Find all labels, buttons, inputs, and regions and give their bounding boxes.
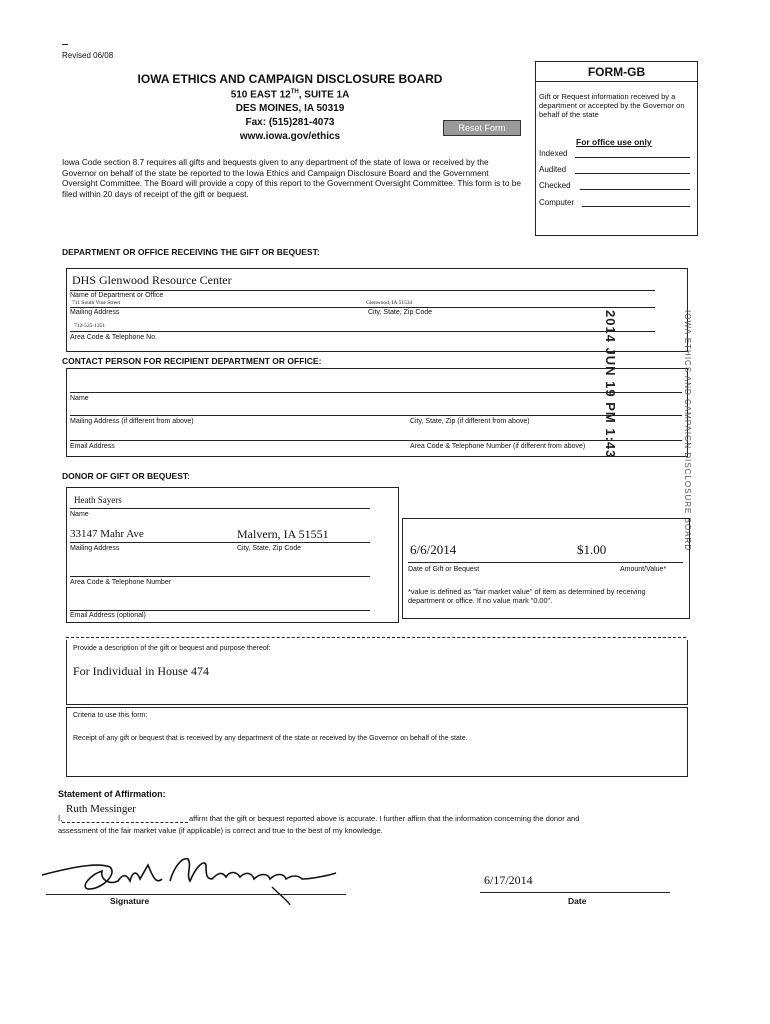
- department-city-value[interactable]: Glenwood, IA 51534: [366, 300, 413, 306]
- department-name-value[interactable]: DHS Glenwood Resource Center: [72, 273, 232, 287]
- donor-name-line: [70, 508, 370, 509]
- form-gb-description: Gift or Request information received by a department or accepted by the Governor on behalf of the state: [539, 92, 685, 119]
- donor-city-label: City, State, Zip Code: [237, 545, 302, 552]
- gift-amount-label: Amount/Value*: [620, 566, 667, 573]
- donor-address-line: [70, 542, 370, 543]
- contact-box: [66, 368, 688, 457]
- donor-email-label: Email Address (optional): [70, 612, 146, 619]
- affirmation-title: Statement of Affirmation:: [58, 789, 166, 799]
- affirmation-text-1: affirm that the gift or bequest reported above is accurate. I further affirm that the information concerning the donor and: [189, 814, 580, 823]
- donor-address-value[interactable]: 33147 Mahr Ave: [70, 528, 144, 540]
- signature-line: [46, 894, 346, 895]
- reset-form-button[interactable]: Reset Form: [443, 120, 521, 136]
- form-gb-title: FORM-GB: [587, 65, 646, 79]
- description-label: Provide a description of the gift or bequest and purpose thereof:: [73, 645, 271, 652]
- donor-name-value[interactable]: Heath Sayers: [74, 495, 122, 505]
- gift-amount-value[interactable]: $1.00: [577, 542, 607, 557]
- department-address-value[interactable]: 711 South Vine Street: [72, 300, 121, 306]
- audited-label: Audited: [539, 165, 567, 174]
- affirmation-date-value[interactable]: 6/17/2014: [484, 873, 533, 887]
- donor-phone-label: Area Code & Telephone Number: [70, 579, 172, 586]
- gift-value-note: *value is defined as "fair market value" of item as determined by receiving department or office. If no value mark "0.00".: [408, 587, 646, 605]
- website: www.iowa.gov/ethics: [239, 131, 341, 142]
- checked-field[interactable]: [580, 189, 690, 190]
- contact-name-line[interactable]: [70, 392, 682, 393]
- contact-section-title: CONTACT PERSON FOR RECIPIENT DEPARTMENT OR OFFICE:: [62, 356, 322, 366]
- contact-email-label: Email Address: [70, 443, 115, 450]
- department-address-label: Mailing Address: [70, 309, 120, 316]
- indexed-label: Indexed: [539, 149, 568, 158]
- contact-address-label: Mailing Address (if different from above): [70, 418, 194, 425]
- department-section-title: DEPARTMENT OR OFFICE RECEIVING THE GIFT OR BEQUEST:: [62, 247, 320, 257]
- department-address-line: [70, 307, 655, 308]
- donor-email-line[interactable]: [70, 610, 370, 611]
- department-name-line: [70, 290, 655, 291]
- department-city-label: City, State, Zip Code: [368, 309, 433, 316]
- description-top-border: [66, 637, 686, 638]
- dash-mark: [62, 44, 68, 45]
- received-stamp-date: 2014 JUN 19 PM 1:43: [603, 310, 618, 459]
- office-use-label: For office use only: [576, 137, 652, 147]
- affirmation-date-line: [480, 892, 670, 893]
- address-line1: 510 EAST 12TH, SUITE 1A: [230, 89, 350, 101]
- form-gb-divider: [535, 81, 697, 82]
- department-name-label: Name of Department or Office: [70, 292, 164, 299]
- revised-date: Revised 06/08: [62, 51, 114, 60]
- description-value[interactable]: For Individual in House 474: [73, 664, 209, 678]
- intro-text: Iowa Code section 8.7 requires all gifts and bequests given to any department of the state of Iowa or received by the Governor on behalf of the state be reported to the Iowa Ethics and Campaign Disclosure Board and the Government Oversight Committee. The Board will provide a copy of this report to the Government Oversight Committee. This form is to be filed within 20 days of receipt of the gift or bequest.: [62, 157, 521, 199]
- signature-label: Signature: [110, 896, 150, 906]
- department-phone-value[interactable]: 712-525-1351: [74, 323, 106, 329]
- department-phone-line: [70, 331, 655, 332]
- department-phone-label: Area Code & Telephone No.: [70, 334, 158, 341]
- address-line2: DES MOINES, IA 50319: [235, 103, 345, 114]
- checked-label: Checked: [539, 181, 571, 190]
- affirmation-prefix: I,: [58, 814, 63, 823]
- affirmation-signer-line: [62, 822, 188, 823]
- gift-date-value[interactable]: 6/6/2014: [410, 542, 457, 557]
- criteria-label: Criteria to use this form:: [73, 712, 148, 719]
- affirmation-signer[interactable]: Ruth Messinger: [66, 803, 136, 815]
- indexed-field[interactable]: [575, 157, 690, 158]
- computer-label: Computer: [539, 198, 575, 207]
- received-stamp-board: IOWA ETHICS AND CAMPAIGN DISCLOSURE BOARD: [683, 310, 692, 552]
- contact-address-line[interactable]: [70, 415, 682, 416]
- signature-image: [40, 845, 340, 905]
- fax-number: Fax: (515)281-4073: [245, 117, 335, 128]
- criteria-text: Receipt of any gift or bequest that is received by any department of the state or received by the Governor on behalf of the state.: [73, 735, 468, 742]
- gift-line: [408, 562, 683, 563]
- donor-city-value[interactable]: Malvern, IA 51551: [237, 527, 329, 541]
- affirmation-text-2: assessment of the fair market value (if applicable) is correct and true to the best of my knowledge.: [58, 826, 383, 835]
- donor-address-label: Mailing Address: [70, 545, 120, 552]
- contact-name-label: Name: [70, 395, 89, 402]
- audited-field[interactable]: [575, 173, 690, 174]
- donor-section-title: DONOR OF GIFT OR BEQUEST:: [62, 471, 190, 481]
- contact-city-label: City, State, Zip (if different from above): [410, 418, 530, 425]
- donor-name-label: Name: [70, 511, 89, 518]
- gift-date-label: Date of Gift or Bequest: [408, 566, 480, 573]
- donor-phone-line[interactable]: [70, 576, 370, 577]
- computer-field[interactable]: [582, 206, 690, 207]
- affirmation-date-label: Date: [568, 896, 587, 906]
- contact-phone-label: Area Code & Telephone Number (if different from above): [410, 443, 586, 450]
- criteria-box: [66, 707, 688, 777]
- board-name: IOWA ETHICS AND CAMPAIGN DISCLOSURE BOARD: [137, 72, 443, 86]
- contact-email-line[interactable]: [70, 440, 682, 441]
